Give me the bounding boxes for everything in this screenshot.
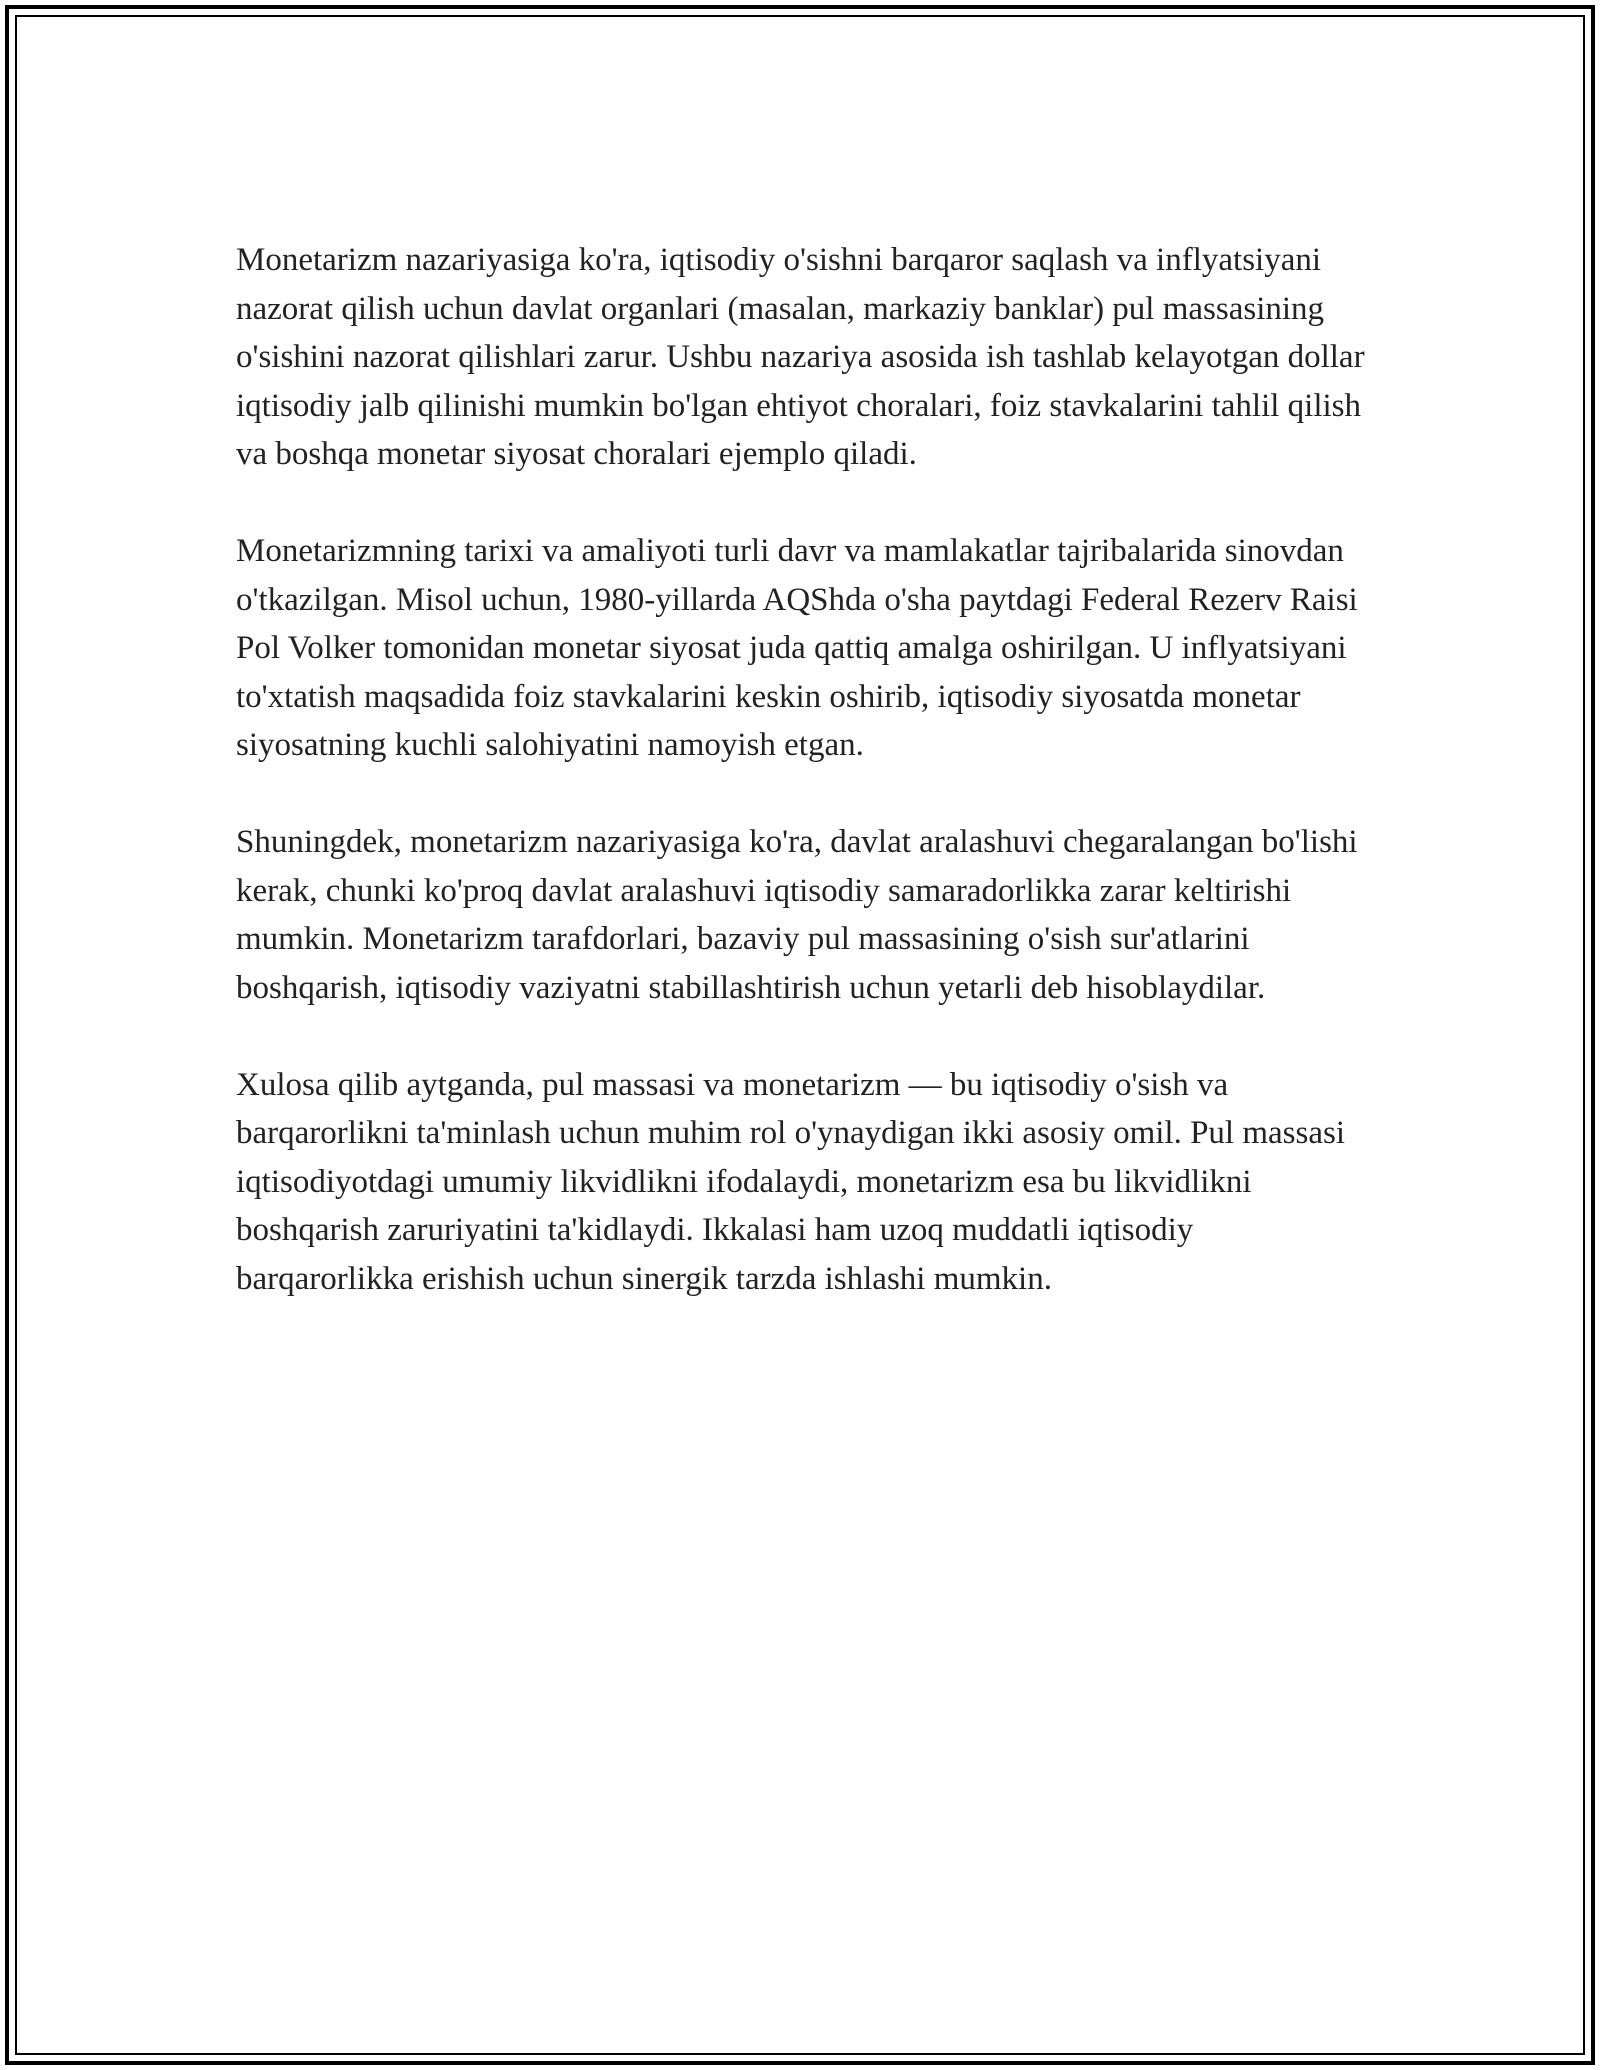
paragraph-2: Monetarizmning tarixi va amaliyoti turli davr va mamlakatlar tajribalarida sinovdan o'tkazilgan. Misol uchun, 1980-yillarda AQShda o'sha paytdagi Federal Rezerv Raisi Pol Volker tomonidan monetar siyosat juda qattiq amalga oshirilgan. U inflyatsiyani to'xtatish maqsadida foiz stavkalarini keskin oshirib, iqtisodiy siyosatda monetar siyosatning kuchli salohiyatini namoyish etgan. (236, 533, 1358, 763)
paragraph-4: Xulosa qilib aytganda, pul massasi va monetarizm — bu iqtisodiy o'sish va barqarorlikni ta'minlash uchun muhim rol o'ynaydigan ikki asosiy omil. Pul massasi iqtisodiyotdagi umumiy likvidlikni ifodalaydi, monetarizm esa bu likvidlikni boshqarish zaruriyatini ta'kidlaydi. Ikkalasi ham uzoq muddatli iqtisodiy barqarorlikka erishish uchun sinergik tarzda ishlashi mumkin. (236, 1066, 1346, 1297)
paragraph-3: Shuningdek, monetarizm nazariyasiga ko'ra, davlat aralashuvi chegaralangan bo'lishi kerak, chunki ko'proq davlat aralashuvi iqtisodiy samaradorlikka zarar keltirishi mumkin. Monetarizm tarafdorlari, bazaviy pul massasining o'sish sur'atlarini boshqarish, iqtisodiy vaziyatni stabillashtirish uchun yetarli deb hisoblaydilar. (236, 824, 1358, 1006)
paragraph-1: Monetarizm nazariyasiga ko'ra, iqtisodiy o'sishni barqaror saqlash va inflyatsiyani nazorat qilish uchun davlat organlari (masalan, markaziy banklar) pul massasining o'sishini nazorat qilishlari zarur. Ushbu nazariya asosida ish tashlab kelayotgan dollar iqtisodiy jalb qilinishi mumkin bo'lgan ehtiyot choralari, foiz stavkalarini tahlil qilish va boshqa monetar siyosat choralari ejemplo qiladi. (236, 242, 1365, 472)
document-body (236, 236, 1376, 1352)
